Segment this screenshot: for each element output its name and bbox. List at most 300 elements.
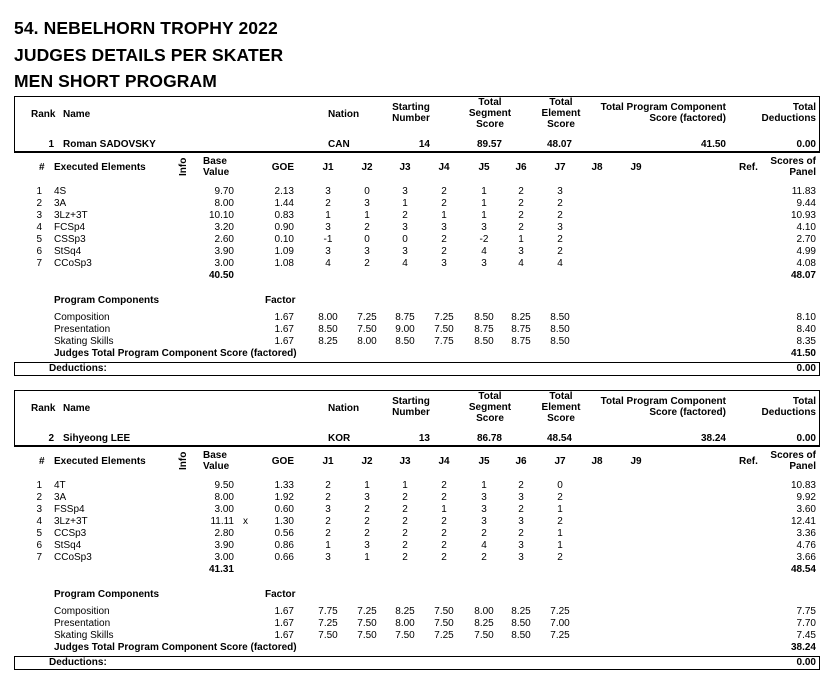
element-judge-score-j3: 3 <box>402 186 408 197</box>
element-goe: 0.56 <box>274 528 294 539</box>
element-judge-score-j1: 2 <box>325 198 331 209</box>
element-panel-score: 10.83 <box>790 480 816 491</box>
element-judge-score-j5: 4 <box>481 246 487 257</box>
component-factor: 1.67 <box>274 312 294 323</box>
element-panel-score: 4.08 <box>796 258 816 269</box>
element-number: 4 <box>36 222 42 233</box>
element-judge-score-j1: 3 <box>325 504 331 515</box>
skater-pcs: 38.24 <box>700 433 726 444</box>
judge-header-j9: J9 <box>630 162 642 173</box>
component-panel-score: 7.75 <box>796 606 816 617</box>
element-judge-score-j7: 4 <box>557 258 563 269</box>
component-judge-score-j7: 8.50 <box>550 336 570 347</box>
element-judge-score-j5: 4 <box>481 540 487 551</box>
element-judge-score-j4: 2 <box>441 198 447 209</box>
element-base-value: 2.80 <box>214 528 234 539</box>
base-value-total: 40.50 <box>208 270 234 281</box>
element-judge-score-j7: 1 <box>557 540 563 551</box>
component-judge-score-j6: 8.25 <box>511 312 531 323</box>
element-code: StSq4 <box>54 540 82 551</box>
element-judge-score-j3: 3 <box>402 246 408 257</box>
starting-header: Starting <box>392 396 430 407</box>
executed-elements-header: Executed Elements <box>54 456 146 467</box>
element-judge-score-j2: 2 <box>364 222 370 233</box>
tes-header-1: Total <box>549 97 573 108</box>
element-judge-score-j7: 2 <box>557 552 563 563</box>
component-judge-score-j6: 8.50 <box>511 618 531 629</box>
component-judge-score-j2: 7.50 <box>357 618 377 629</box>
element-number: 2 <box>36 492 42 503</box>
skater-rank: 1 <box>48 139 54 150</box>
judges-total-pcs-label: Judges Total Program Component Score (factored) <box>54 348 297 359</box>
element-judge-score-j6: 2 <box>518 504 524 515</box>
element-judge-score-j3: 2 <box>402 210 408 221</box>
deductions-value: 0.00 <box>796 657 816 668</box>
component-judge-score-j4: 7.75 <box>434 336 454 347</box>
scores-of-panel-header-1: Scores of <box>770 156 816 167</box>
element-judge-score-j3: 2 <box>402 540 408 551</box>
skater-nation: KOR <box>328 433 351 444</box>
nation-header: Nation <box>328 109 360 120</box>
element-number: 3 <box>36 210 42 221</box>
judge-header-j4: J4 <box>438 456 450 467</box>
element-judge-score-j6: 2 <box>518 222 524 233</box>
segment-title: MEN SHORT PROGRAM <box>14 71 217 91</box>
judge-header-j9: J9 <box>630 456 642 467</box>
element-judge-score-j4: 2 <box>441 540 447 551</box>
judge-header-j3: J3 <box>399 162 411 173</box>
element-judge-score-j5: 1 <box>481 210 487 221</box>
component-factor: 1.67 <box>274 618 294 629</box>
element-judge-score-j1: 3 <box>325 246 331 257</box>
base-value-header-2: Value <box>203 167 230 178</box>
element-judge-score-j7: 0 <box>557 480 563 491</box>
element-base-value: 3.20 <box>214 222 234 233</box>
goe-header: GOE <box>271 162 294 173</box>
element-judge-score-j1: 2 <box>325 480 331 491</box>
component-panel-score: 8.35 <box>796 336 816 347</box>
judge-header-j1: J1 <box>322 162 334 173</box>
event-title: 54. NEBELHORN TROPHY 2022 <box>14 18 278 38</box>
element-judge-score-j2: 1 <box>364 210 370 221</box>
scores-of-panel-header-1: Scores of <box>770 450 816 461</box>
element-judge-score-j7: 1 <box>557 528 563 539</box>
name-header: Name <box>63 109 91 120</box>
judges-total-pcs-label: Judges Total Program Component Score (factored) <box>54 642 297 653</box>
element-judge-score-j3: 2 <box>402 528 408 539</box>
component-panel-score: 7.45 <box>796 630 816 641</box>
element-judge-score-j7: 2 <box>557 516 563 527</box>
element-judge-score-j4: 2 <box>441 480 447 491</box>
component-judge-score-j1: 8.50 <box>318 324 338 335</box>
component-name: Skating Skills <box>54 336 114 347</box>
element-code: CSSp3 <box>54 234 86 245</box>
element-base-value: 11.11 <box>210 516 234 527</box>
element-number-header: # <box>39 162 45 173</box>
element-judge-score-j6: 3 <box>518 492 524 503</box>
element-panel-score: 4.99 <box>796 246 816 257</box>
component-name: Composition <box>54 312 110 323</box>
element-goe: 0.66 <box>274 552 294 563</box>
element-panel-score: 3.36 <box>796 528 816 539</box>
factor-header: Factor <box>265 295 296 306</box>
element-code: 3A <box>54 198 67 209</box>
component-judge-score-j2: 8.00 <box>357 336 377 347</box>
element-panel-score: 10.93 <box>790 210 816 221</box>
element-judge-score-j3: 2 <box>402 552 408 563</box>
component-name: Composition <box>54 606 110 617</box>
judge-header-j7: J7 <box>554 456 566 467</box>
element-judge-score-j5: 2 <box>481 528 487 539</box>
component-judge-score-j3: 8.25 <box>395 606 415 617</box>
deductions-header-1: Total <box>792 396 816 407</box>
element-base-value: 3.00 <box>214 552 234 563</box>
rank-header: Rank <box>31 403 56 414</box>
element-judge-score-j7: 3 <box>557 186 563 197</box>
element-judge-score-j7: 2 <box>557 198 563 209</box>
element-judge-score-j7: 2 <box>557 234 563 245</box>
judges-total-pcs-value: 38.24 <box>790 642 816 653</box>
component-judge-score-j6: 8.75 <box>511 336 531 347</box>
component-judge-score-j2: 7.25 <box>357 312 377 323</box>
judge-header-j4: J4 <box>438 162 450 173</box>
element-judge-score-j5: -2 <box>479 234 489 245</box>
element-judge-score-j2: 3 <box>364 540 370 551</box>
component-judge-score-j3: 8.00 <box>395 618 415 629</box>
element-judge-score-j1: 2 <box>325 492 331 503</box>
tes-header-1: Total <box>549 391 573 402</box>
element-panel-score: 11.83 <box>791 186 816 197</box>
skater-rank: 2 <box>48 433 54 444</box>
element-judge-score-j4: 2 <box>441 246 447 257</box>
element-base-value: 3.00 <box>214 258 234 269</box>
element-judge-score-j6: 2 <box>518 210 524 221</box>
base-value-header-1: Base <box>203 450 227 461</box>
element-goe: 1.30 <box>274 516 294 527</box>
base-value-header-1: Base <box>203 156 227 167</box>
element-judge-score-j4: 3 <box>441 222 447 233</box>
element-judge-score-j6: 1 <box>518 234 524 245</box>
component-judge-score-j1: 7.50 <box>318 630 338 641</box>
element-judge-score-j3: 3 <box>402 222 408 233</box>
referee-header: Ref. <box>739 456 758 467</box>
element-judge-score-j1: 1 <box>325 540 331 551</box>
component-judge-score-j2: 7.25 <box>357 606 377 617</box>
component-judge-score-j5: 8.00 <box>474 606 494 617</box>
element-judge-score-j1: 3 <box>325 186 331 197</box>
element-base-value: 3.00 <box>214 504 234 515</box>
element-judge-score-j3: 2 <box>402 504 408 515</box>
header-rule <box>14 151 820 153</box>
element-judge-score-j5: 2 <box>481 552 487 563</box>
element-judge-score-j3: 2 <box>402 492 408 503</box>
element-judge-score-j4: 2 <box>441 186 447 197</box>
element-judge-score-j1: 3 <box>325 552 331 563</box>
element-judge-score-j4: 3 <box>441 258 447 269</box>
component-judge-score-j5: 7.50 <box>474 630 494 641</box>
component-factor: 1.67 <box>274 606 294 617</box>
element-number: 6 <box>36 540 42 551</box>
element-judge-score-j7: 2 <box>557 492 563 503</box>
element-code: CCSp3 <box>54 528 87 539</box>
element-code: 3Lz+3T <box>54 516 88 527</box>
element-number-header: # <box>39 456 45 467</box>
report-title: JUDGES DETAILS PER SKATER <box>14 45 284 65</box>
element-judge-score-j5: 3 <box>481 504 487 515</box>
element-panel-score: 4.10 <box>796 222 816 233</box>
element-judge-score-j2: 3 <box>364 492 370 503</box>
component-judge-score-j1: 7.75 <box>318 606 338 617</box>
judge-header-j8: J8 <box>591 456 603 467</box>
component-judge-score-j3: 7.50 <box>395 630 415 641</box>
element-judge-score-j4: 2 <box>441 492 447 503</box>
element-base-value: 8.00 <box>214 492 234 503</box>
element-panel-score: 9.92 <box>796 492 816 503</box>
skater-deductions: 0.00 <box>796 139 816 150</box>
elements-score-total: 48.54 <box>790 564 816 575</box>
scores-of-panel-header-2: Panel <box>789 461 816 472</box>
judge-header-j3: J3 <box>399 456 411 467</box>
component-judge-score-j6: 8.75 <box>511 324 531 335</box>
element-judge-score-j1: -1 <box>323 234 333 245</box>
skater-sheet <box>0 390 832 670</box>
tes-header-3: Score <box>547 119 575 130</box>
element-info-flag: x <box>243 516 248 527</box>
program-components-header: Program Components <box>54 589 160 600</box>
element-goe: 1.08 <box>274 258 294 269</box>
element-judge-score-j6: 2 <box>518 186 524 197</box>
component-judge-score-j4: 7.50 <box>434 324 454 335</box>
element-judge-score-j6: 2 <box>518 528 524 539</box>
judge-header-j7: J7 <box>554 162 566 173</box>
element-base-value: 10.10 <box>208 210 234 221</box>
element-goe: 1.44 <box>274 198 294 209</box>
element-code: StSq4 <box>54 246 82 257</box>
component-judge-score-j5: 8.25 <box>474 618 494 629</box>
element-code: FCSp4 <box>54 222 86 233</box>
component-judge-score-j4: 7.25 <box>434 630 454 641</box>
component-judge-score-j1: 8.00 <box>318 312 338 323</box>
element-judge-score-j2: 2 <box>364 504 370 515</box>
judge-header-j2: J2 <box>361 456 373 467</box>
component-factor: 1.67 <box>274 324 294 335</box>
component-judge-score-j5: 8.50 <box>474 336 494 347</box>
element-number: 4 <box>36 516 42 527</box>
element-code: CCoSp3 <box>54 552 92 563</box>
skater-deductions: 0.00 <box>796 433 816 444</box>
base-value-total: 41.31 <box>208 564 234 575</box>
judge-header-j2: J2 <box>361 162 373 173</box>
element-judge-score-j1: 3 <box>325 222 331 233</box>
skater-nation: CAN <box>328 139 350 150</box>
element-number: 7 <box>36 258 42 269</box>
component-factor: 1.67 <box>274 336 294 347</box>
starting-header: Starting <box>392 102 430 113</box>
deductions-header-2: Deductions <box>761 113 816 124</box>
element-number: 5 <box>36 528 42 539</box>
element-judge-score-j6: 2 <box>518 198 524 209</box>
element-judge-score-j4: 1 <box>441 210 447 221</box>
pcs-header-1: Total Program Component <box>600 102 726 113</box>
component-name: Skating Skills <box>54 630 114 641</box>
component-judge-score-j3: 8.50 <box>395 336 415 347</box>
element-judge-score-j7: 2 <box>557 246 563 257</box>
element-judge-score-j2: 3 <box>364 246 370 257</box>
element-base-value: 3.90 <box>214 540 234 551</box>
element-base-value: 9.50 <box>214 480 234 491</box>
element-judge-score-j6: 3 <box>518 246 524 257</box>
element-goe: 0.60 <box>274 504 294 515</box>
element-panel-score: 9.44 <box>796 198 816 209</box>
pcs-header-1: Total Program Component <box>600 396 726 407</box>
element-panel-score: 3.60 <box>796 504 816 515</box>
component-judge-score-j2: 7.50 <box>357 630 377 641</box>
element-code: 4T <box>54 480 66 491</box>
skater-tes: 48.54 <box>546 433 572 444</box>
deductions-header-2: Deductions <box>761 407 816 418</box>
element-number: 3 <box>36 504 42 515</box>
name-header: Name <box>63 403 91 414</box>
component-factor: 1.67 <box>274 630 294 641</box>
component-panel-score: 8.40 <box>796 324 816 335</box>
element-judge-score-j5: 3 <box>481 516 487 527</box>
element-judge-score-j7: 2 <box>557 210 563 221</box>
judge-header-j6: J6 <box>515 162 527 173</box>
element-judge-score-j3: 1 <box>402 198 408 209</box>
judges-total-pcs-value: 41.50 <box>790 348 816 359</box>
component-judge-score-j4: 7.50 <box>434 606 454 617</box>
skater-starting-number: 13 <box>418 433 430 444</box>
executed-elements-header: Executed Elements <box>54 162 146 173</box>
deductions-row <box>14 656 820 670</box>
component-judge-score-j1: 7.25 <box>318 618 338 629</box>
element-code: CCoSp3 <box>54 258 92 269</box>
element-judge-score-j1: 1 <box>325 210 331 221</box>
element-number: 5 <box>36 234 42 245</box>
element-judge-score-j2: 0 <box>364 234 370 245</box>
element-code: 3Lz+3T <box>54 210 88 221</box>
skater-starting-number: 14 <box>418 139 430 150</box>
component-name: Presentation <box>54 324 111 335</box>
element-base-value: 9.70 <box>214 186 234 197</box>
tss-header-1: Total <box>478 97 502 108</box>
rank-header: Rank <box>31 109 56 120</box>
component-judge-score-j7: 7.25 <box>550 630 570 641</box>
element-goe: 0.90 <box>274 222 294 233</box>
component-judge-score-j7: 8.50 <box>550 324 570 335</box>
element-code: 3A <box>54 492 67 503</box>
element-judge-score-j5: 1 <box>481 198 487 209</box>
element-judge-score-j2: 2 <box>364 528 370 539</box>
element-goe: 0.83 <box>274 210 294 221</box>
element-goe: 1.92 <box>274 492 294 503</box>
component-judge-score-j2: 7.50 <box>357 324 377 335</box>
tss-header-1: Total <box>478 391 502 402</box>
element-panel-score: 4.76 <box>796 540 816 551</box>
element-judge-score-j6: 3 <box>518 516 524 527</box>
element-goe: 1.09 <box>274 246 294 257</box>
element-base-value: 3.90 <box>214 246 234 257</box>
element-judge-score-j1: 2 <box>325 516 331 527</box>
tss-header-3: Score <box>476 119 504 130</box>
referee-header: Ref. <box>739 162 758 173</box>
element-judge-score-j4: 2 <box>441 234 447 245</box>
skater-name: Sihyeong LEE <box>63 433 131 444</box>
element-panel-score: 2.70 <box>796 234 816 245</box>
element-goe: 0.10 <box>274 234 294 245</box>
element-judge-score-j6: 2 <box>518 480 524 491</box>
tss-header-2: Segment <box>468 108 512 119</box>
elements-score-total: 48.07 <box>790 270 816 281</box>
component-judge-score-j5: 8.50 <box>474 312 494 323</box>
element-number: 2 <box>36 198 42 209</box>
judge-header-j5: J5 <box>478 162 490 173</box>
skater-name: Roman SADOVSKY <box>63 139 156 150</box>
element-number: 1 <box>36 186 42 197</box>
tss-header-3: Score <box>476 413 504 424</box>
element-judge-score-j4: 2 <box>441 516 447 527</box>
tes-header-2: Element <box>541 402 581 413</box>
component-judge-score-j7: 8.50 <box>550 312 570 323</box>
element-judge-score-j5: 1 <box>481 480 487 491</box>
component-judge-score-j4: 7.50 <box>434 618 454 629</box>
deductions-value: 0.00 <box>796 363 816 374</box>
element-goe: 0.86 <box>274 540 294 551</box>
element-judge-score-j6: 3 <box>518 552 524 563</box>
info-header: Info <box>178 157 189 176</box>
element-judge-score-j6: 4 <box>518 258 524 269</box>
judge-header-j5: J5 <box>478 456 490 467</box>
header-rule <box>14 445 820 447</box>
deductions-label: Deductions: <box>49 657 107 668</box>
base-value-header-2: Value <box>203 461 230 472</box>
factor-header: Factor <box>265 589 296 600</box>
element-panel-score: 3.66 <box>796 552 816 563</box>
element-judge-score-j1: 2 <box>325 528 331 539</box>
element-judge-score-j7: 3 <box>557 222 563 233</box>
component-name: Presentation <box>54 618 111 629</box>
element-judge-score-j3: 2 <box>402 516 408 527</box>
tes-header-3: Score <box>547 413 575 424</box>
skater-tss: 89.57 <box>476 139 502 150</box>
element-judge-score-j5: 1 <box>481 186 487 197</box>
element-code: 4S <box>54 186 67 197</box>
scores-of-panel-header-2: Panel <box>789 167 816 178</box>
element-judge-score-j2: 1 <box>364 552 370 563</box>
element-code: FSSp4 <box>54 504 85 515</box>
element-judge-score-j3: 4 <box>402 258 408 269</box>
component-judge-score-j1: 8.25 <box>318 336 338 347</box>
element-judge-score-j4: 1 <box>441 504 447 515</box>
element-judge-score-j2: 0 <box>364 186 370 197</box>
element-judge-score-j2: 2 <box>364 258 370 269</box>
component-judge-score-j3: 9.00 <box>395 324 415 335</box>
element-judge-score-j5: 3 <box>481 492 487 503</box>
component-judge-score-j6: 8.50 <box>511 630 531 641</box>
element-judge-score-j5: 3 <box>481 222 487 233</box>
component-judge-score-j6: 8.25 <box>511 606 531 617</box>
judge-header-j8: J8 <box>591 162 603 173</box>
element-judge-score-j2: 3 <box>364 198 370 209</box>
component-judge-score-j7: 7.25 <box>550 606 570 617</box>
element-goe: 2.13 <box>274 186 294 197</box>
element-judge-score-j4: 2 <box>441 552 447 563</box>
deductions-row <box>14 362 820 376</box>
pcs-header-2: Score (factored) <box>649 113 726 124</box>
nation-header: Nation <box>328 403 360 414</box>
tes-header-2: Element <box>541 108 581 119</box>
pcs-header-2: Score (factored) <box>649 407 726 418</box>
